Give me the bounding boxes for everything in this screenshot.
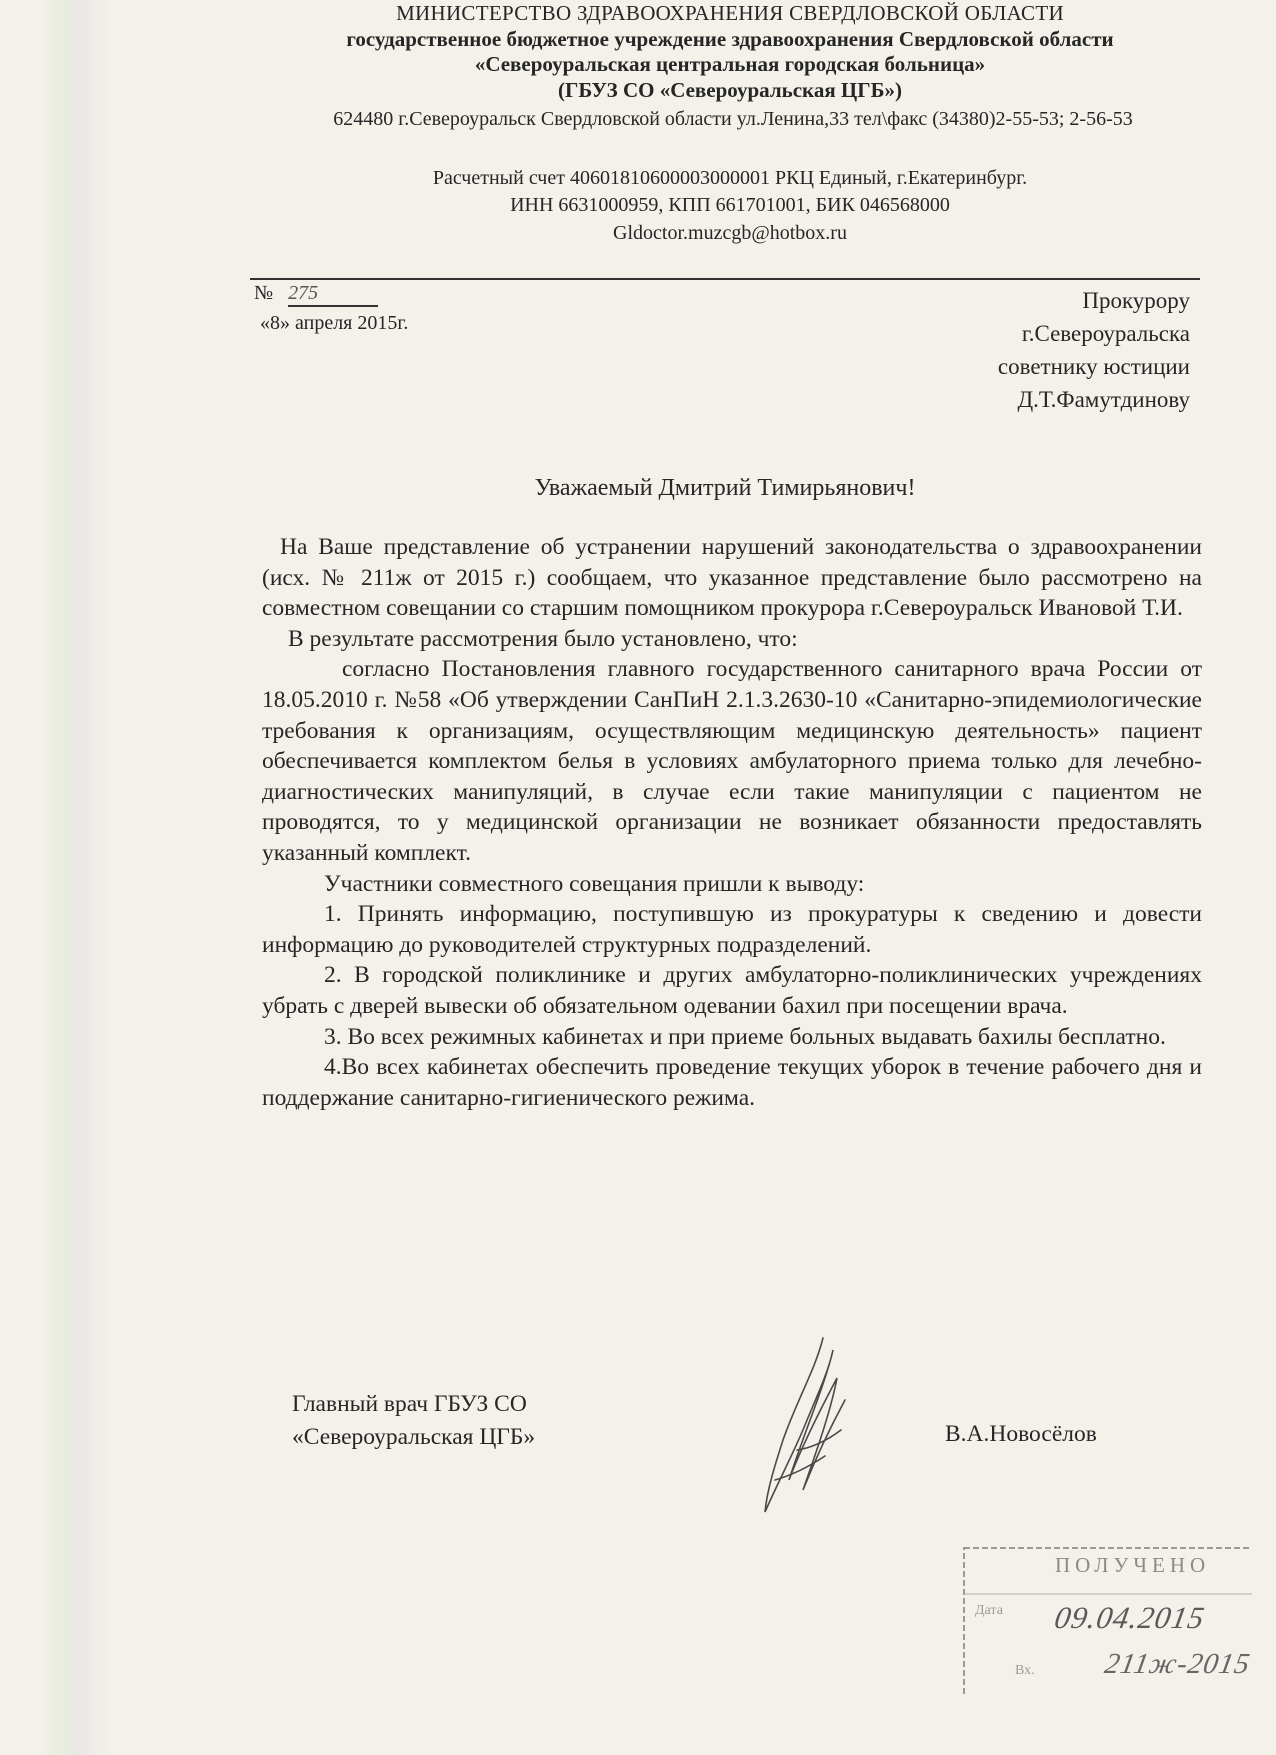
body-list-item: 1. Принять информацию, поступившую из прокуратуры к сведению и довести информацию до руководителей структурных подразделений.	[262, 901, 1202, 958]
addressee-line: Д.Т.Фамутдинову	[1017, 387, 1190, 412]
registration-date: «8» апреля 2015г.	[260, 312, 409, 334]
registration-number-label: №	[254, 282, 274, 304]
addressee-line: советнику юстиции	[997, 354, 1190, 379]
signatory-position-line: «Североуральская ЦГБ»	[292, 1424, 536, 1450]
body-paragraph: В результате рассмотрения было установлено, что:	[288, 625, 798, 652]
letterhead-hospital: «Североуральская центральная городская больница»	[474, 52, 986, 76]
stamp-number-label: Вх.	[1015, 1663, 1035, 1678]
addressee-line: Прокурору	[1082, 288, 1190, 313]
body-paragraph: Участники совместного совещания пришли к выводу:	[324, 870, 865, 897]
signatory-name: В.А.Новосёлов	[945, 1421, 1097, 1447]
letterhead-inn: ИНН 6631000959, КПП 661701001, БИК 046568000	[510, 194, 950, 216]
body-list-item: 4.Во всех кабинетах обеспечить проведение текущих уборок в течение рабочего дня и поддержание санитарно-гигиенического режима.	[262, 1054, 1202, 1111]
body-paragraph: согласно Постановления главного государственного санитарного врача России от 18.05.2010 г. №58 «Об утверждении СанПиН 2.1.3.2630-10 «Санитарно-эпидемиологические требования к организациям, осуществляющим медицинскую деятельность» пациент обеспечивается комплектом белья в условиях амбулаторного приема только для лечебно-диагностических манипуляций, в случае если такие манипуляции с пациентом не проводятся, то у медицинской организации не возникает обязанности предоставлять указанный комплект.	[262, 656, 1202, 866]
body-paragraph: На Ваше представление об устранении нарушений законодательства о здравоохранении (исх. № 211ж от 2015 г.) сообщаем, что указанное представление было рассмотрено на совместном совещании со старшим помощником прокурора г.Североуральск Ивановой Т.И.	[262, 534, 1202, 622]
stamp-number: 211ж-2015	[1102, 1648, 1253, 1680]
addressee-block	[820, 284, 1190, 416]
stamp-date-label: Дата	[975, 1603, 1003, 1618]
letter-body	[262, 532, 1202, 1113]
addressee-line: г.Североуральска	[1021, 321, 1190, 346]
letterhead-short-name: (ГБУЗ СО «Североуральская ЦГБ»)	[557, 78, 903, 102]
letterhead-email: Gldoctor.muzcgb@hotbox.ru	[613, 222, 847, 244]
registration-number-value: 275	[288, 282, 378, 307]
letterhead-divider	[250, 278, 1200, 280]
body-list-item: 2. В городской поликлинике и других амбулаторно-поликлинических учреждениях убрать с дверей вывески об обязательном одевании бахил при посещении врача.	[262, 962, 1202, 1019]
body-list-item: 3. Во всех режимных кабинетах и при приеме больных выдавать бахилы бесплатно.	[324, 1023, 1166, 1050]
letterhead-ministry: МИНИСТЕРСТВО ЗДРАВООХРАНЕНИЯ СВЕРДЛОВСКОЙ ОБЛАСТИ	[396, 1, 1064, 25]
salutation: Уважаемый Дмитрий Тимирьянович!	[534, 475, 916, 501]
registration-number	[254, 282, 378, 307]
handwritten-signature	[745, 1330, 875, 1520]
letterhead-address: 624480 г.Североуральск Свердловской области ул.Ленина,33 тел\факс (34380)2-55-53; 2-56-53	[333, 108, 1133, 130]
stamp-title: ПОЛУЧЕНО	[1055, 1553, 1211, 1577]
signatory-position	[292, 1388, 535, 1454]
stamp-date: 09.04.2015	[1052, 1600, 1208, 1635]
signatory-position-line: Главный врач ГБУЗ СО	[292, 1391, 527, 1417]
letterhead-institution: государственное бюджетное учреждение здравоохранения Свердловской области	[346, 27, 1114, 51]
scan-artifact	[40, 0, 110, 1755]
letterhead-account: Расчетный счет 40601810600003000001 РКЦ Единый, г.Екатеринбург.	[432, 167, 1028, 189]
